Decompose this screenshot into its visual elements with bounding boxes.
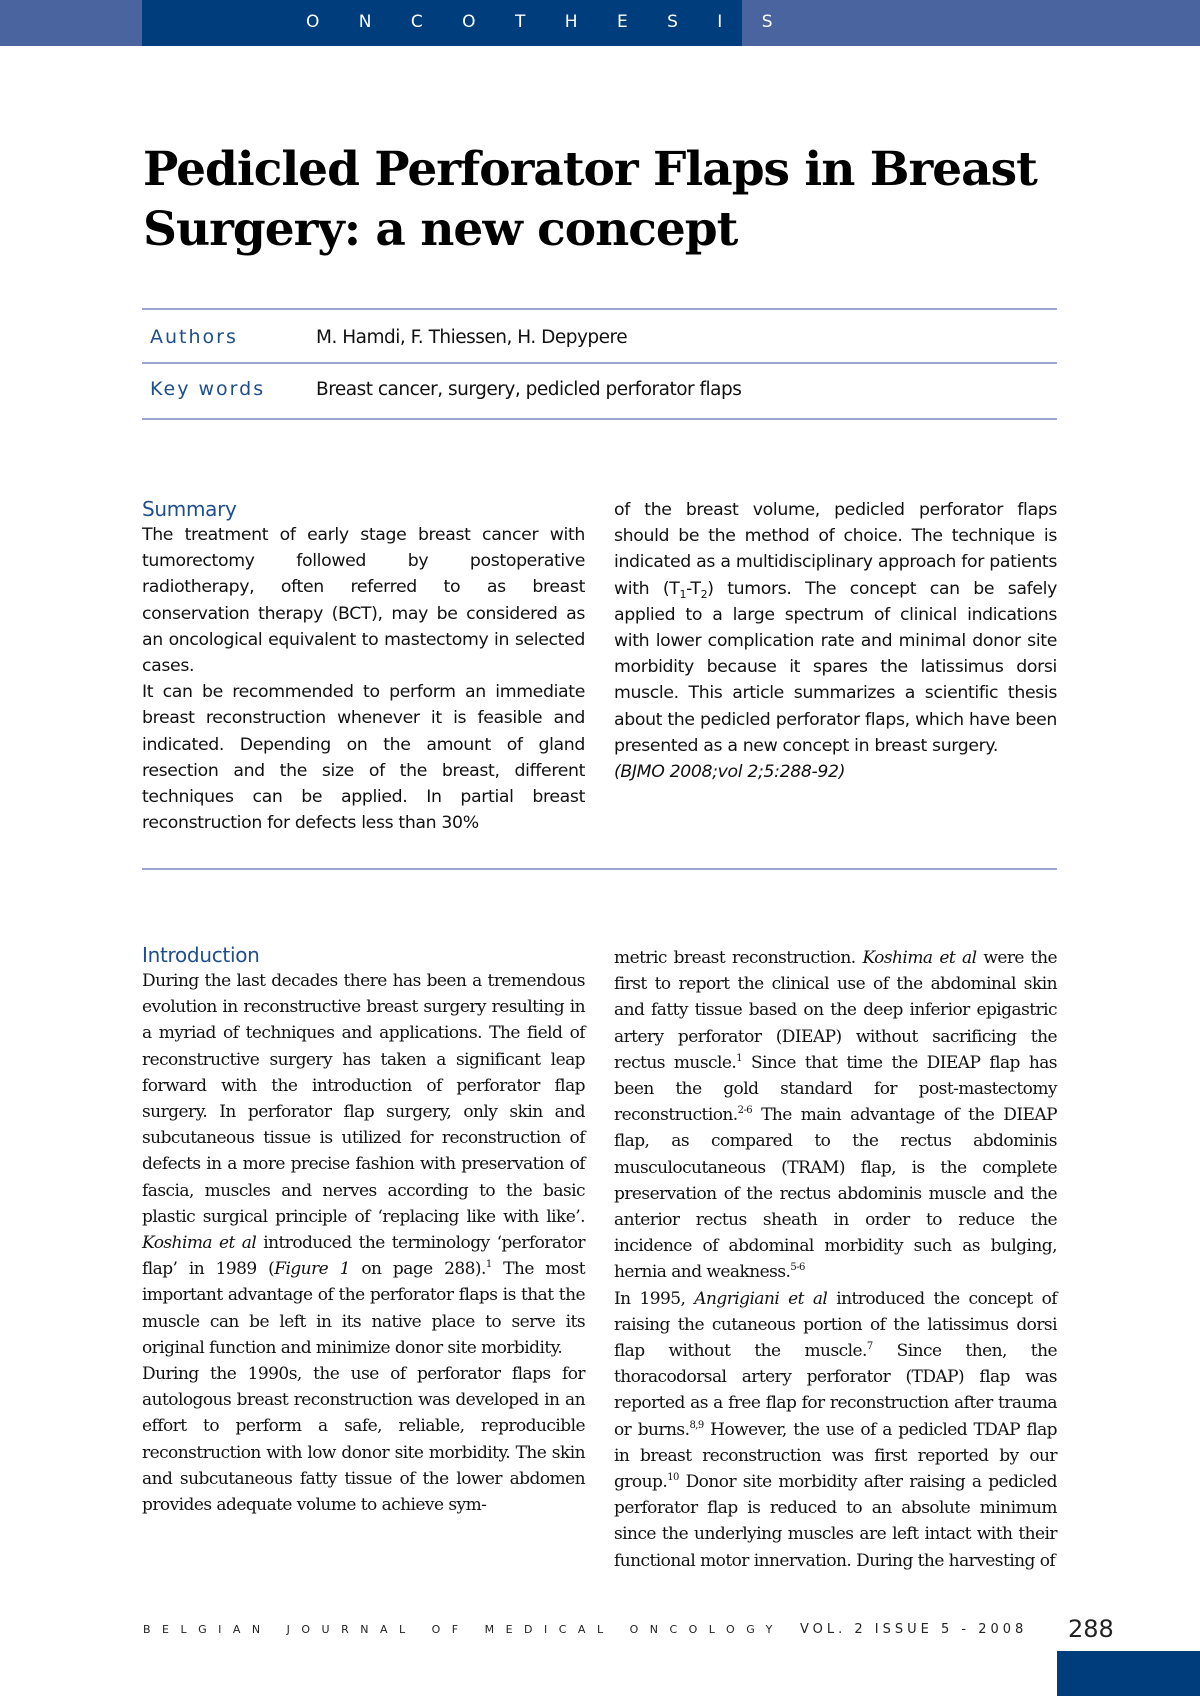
intro-left-column (142, 942, 585, 1518)
footer-corner-block (1057, 1651, 1200, 1696)
summary-right-column (614, 497, 1057, 785)
summary-rule (142, 868, 1057, 870)
page-number: 288 (1068, 1615, 1114, 1643)
introduction-heading: Introduction (142, 943, 260, 967)
intro-paragraph: In 1995, Angrigiani et al introduced the concept of raising the cutaneous portion of the latissimus dorsi flap without the muscle.$^7$ Since then, the thoracodorsal artery perforator (TDAP) flap was reported as a free flap for reconstruction after trauma or burns.$^{8,9}$ However, the use of a pedicled TDAP flap in breast reconstruction was first reported by our group.$^{10}$ Donor site morbidity after raising a pedicled perforator flap is reduced to an absolute minimum since the underlying muscles are left intact with their functional motor innervation. During the harvesting of (614, 1288, 1057, 1571)
header-band-right (742, 0, 1200, 46)
intro-paragraph: metric breast reconstruction. Koshima et al were the first to report the clinical use of the abdominal skin and fatty tissue based on the deep inferior epigastric artery perforator (DIEAP) without sacrificing the rectus muscle.$^1$ Since that time the DIEAP flap has been the gold standard for post-mastectomy reconstruction.$^{2-6}$ The main advantage of the DIEAP flap, as compared to the rectus abdominis musculocutaneous (TRAM) flap, is the complete preservation of the rectus abdominis muscle and the anterior rectus sheath in order to reduce the incidence of abdominal morbidity such as bulging, hernia and weakness.$^{5-6}$ (614, 948, 1057, 1283)
section-banner-label: O N C O T H E S I S (306, 12, 790, 32)
authors-value: M. Hamdi, F. Thiessen, H. Depypere (316, 327, 628, 348)
intro-paragraph: During the last decades there has been a tremendous evolution in reconstructive breast surgery resulting in a myriad of techniques and applications. The field of reconstructive surgery has taken a significant leap forward with the introduction of perforator flap surgery. In perforator flap surgery, only skin and subcutaneous tissue is utilized for reconstruction of defects in a more precise fashion with preservation of fascia, muscles and nerves according to the basic plastic surgical principle of ‘replacing like with like’. Koshima et al introduced the terminology ‘perforator flap’ in 1989 (Figure 1 on page 288).$^1$ The most important advantage of the perforator flaps is that the muscle can be left in its native place to serve its original function and minimize donor site morbidity. (142, 971, 586, 1358)
keywords-value: Breast cancer, surgery, pedicled perforator flaps (316, 379, 742, 400)
meta-rule-top (142, 308, 1057, 310)
intro-right-column (614, 945, 1057, 1574)
intro-paragraph: During the 1990s, the use of perforator flaps for autologous breast reconstruction was developed in an effort to perform a safe, reliable, reproducible reconstruction with low donor site morbidity. The skin and subcutaneous fatty tissue of the lower abdomen provides adequate volume to achieve sym- (142, 1364, 585, 1516)
article-title (143, 140, 1043, 260)
keywords-label: Key words (150, 378, 266, 400)
summary-heading: Summary (142, 497, 237, 521)
meta-rule-middle (142, 362, 1057, 364)
journal-name: BELGIAN JOURNAL OF MEDICAL ONCOLOGY (143, 1623, 784, 1636)
summary-left-column (142, 496, 585, 836)
summary-citation: (BJMO 2008;vol 2;5:288-92) (614, 762, 846, 783)
issue-info: VOL. 2 ISSUE 5 - 2008 (800, 1622, 1028, 1637)
article-title-line2: Surgery: a new concept (143, 202, 738, 257)
meta-rule-bottom (142, 418, 1057, 420)
summary-paragraph: The treatment of early stage breast cancer with tumorectomy followed by postoperative radiotherapy, often referred to as breast conservation therapy (BCT), may be considered as an oncological equivalent to mastectomy in selected cases. (142, 525, 585, 677)
authors-label: Authors (150, 326, 238, 348)
summary-paragraph: of the breast volume, pedicled perforator flaps should be the method of choice. The technique is indicated as a multidisciplinary approach for patients with $(T_1-T_2)$ tumors. The concept can be safely applied to a large spectrum of clinical indications with lower complication rate and minimal donor site morbidity because it spares the latissimus dorsi muscle. This article summarizes a scientific thesis about the pedicled perforator flaps, which have been presented as a new concept in breast surgery. (614, 500, 1058, 756)
summary-paragraph: It can be recommended to perform an immediate breast reconstruction whenever it is feasible and indicated. Depending on the amount of gland resection and the size of the breast, different techniques can be applied. In partial breast reconstruction for defects less than 30% (142, 682, 585, 834)
header-band-left (0, 0, 142, 46)
article-title-line1: Pedicled Perforator Flaps in Breast (143, 142, 1037, 197)
